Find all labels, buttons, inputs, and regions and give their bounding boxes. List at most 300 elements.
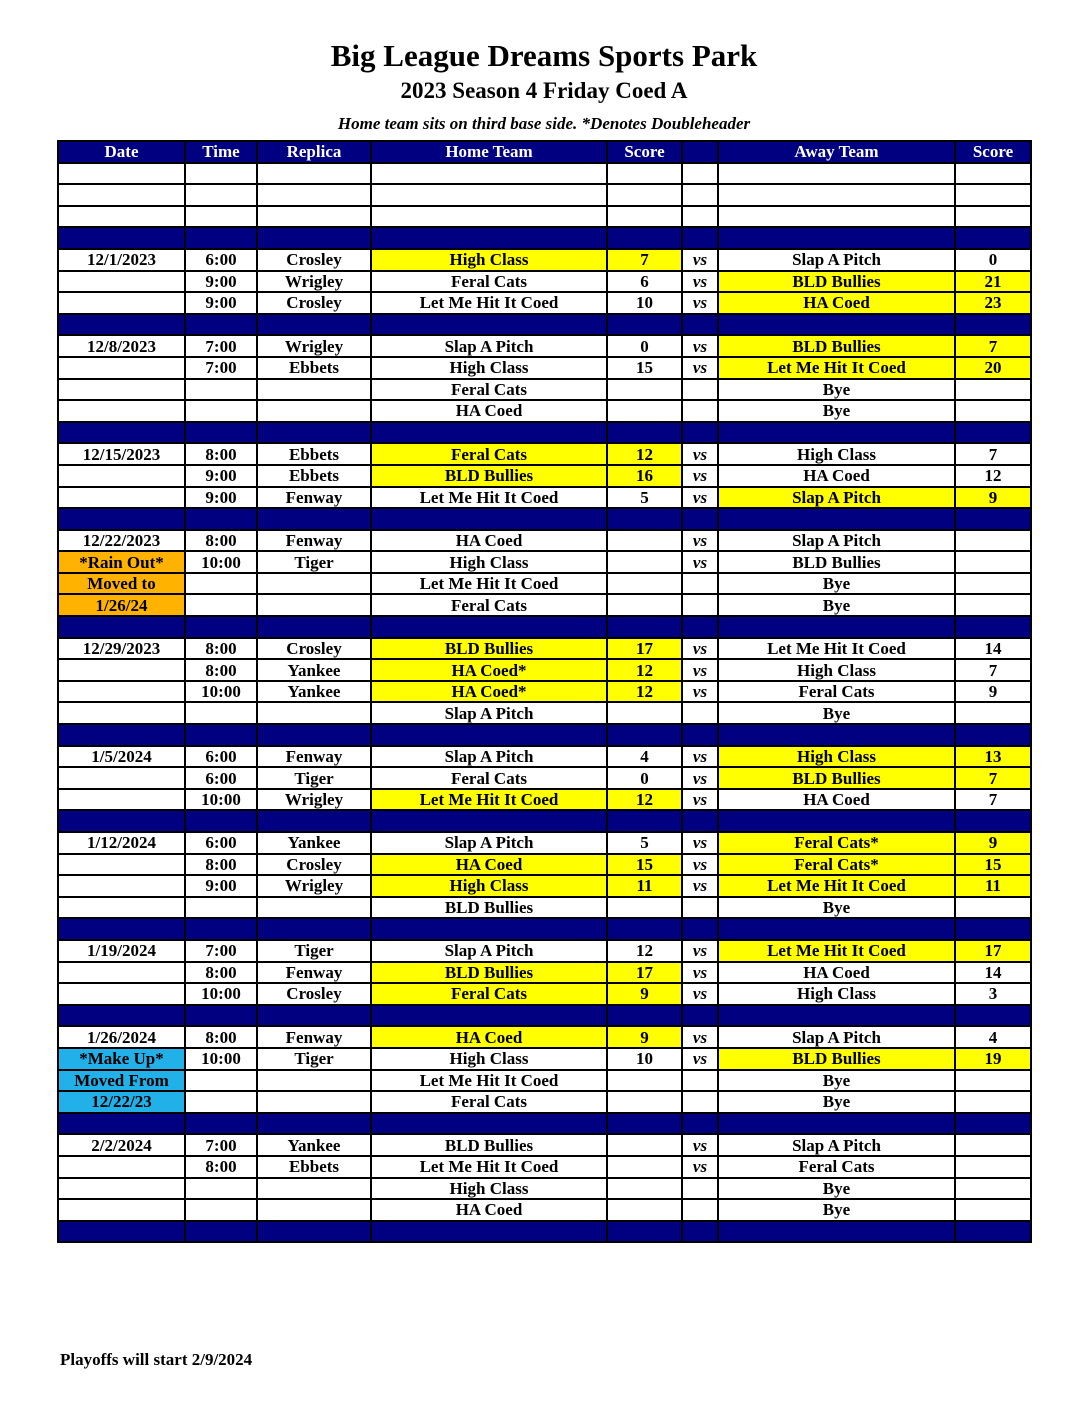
replica-cell: Crosley [257, 638, 371, 660]
time-cell [185, 379, 257, 401]
home-score-cell [607, 1091, 682, 1113]
away-team-cell: Bye [718, 379, 955, 401]
time-cell: 8:00 [185, 659, 257, 681]
replica-cell: Fenway [257, 962, 371, 984]
table-row [58, 832, 1031, 854]
separator-cell [955, 422, 1031, 444]
time-cell: 10:00 [185, 1048, 257, 1070]
date-cell: 12/1/2023 [58, 249, 185, 271]
vs-cell: vs [682, 1156, 718, 1178]
home-score-cell: 7 [607, 249, 682, 271]
separator-cell [185, 227, 257, 249]
home-score-cell [607, 897, 682, 919]
separator-cell [257, 227, 371, 249]
week-separator-row [58, 810, 1031, 832]
table-row [58, 1199, 1031, 1221]
date-cell [58, 702, 185, 724]
replica-cell: Fenway [257, 487, 371, 509]
time-cell: 8:00 [185, 854, 257, 876]
vs-cell [682, 163, 718, 185]
vs-cell [682, 702, 718, 724]
col-header-vs [682, 141, 718, 163]
table-row [58, 357, 1031, 379]
separator-cell [955, 227, 1031, 249]
away-score-cell: 9 [955, 681, 1031, 703]
home-team-cell: High Class [371, 1178, 607, 1200]
vs-cell [682, 1199, 718, 1221]
home-team-cell: HA Coed* [371, 659, 607, 681]
playoffs-note: Playoffs will start 2/9/2024 [60, 1350, 253, 1369]
replica-cell: Crosley [257, 854, 371, 876]
replica-cell [257, 702, 371, 724]
time-cell [185, 184, 257, 206]
replica-cell: Crosley [257, 983, 371, 1005]
home-team-cell: Let Me Hit It Coed [371, 487, 607, 509]
time-cell: 7:00 [185, 335, 257, 357]
page-title: Big League Dreams Sports Park [330, 38, 758, 73]
vs-cell: vs [682, 465, 718, 487]
separator-cell [185, 918, 257, 940]
away-team-cell: Bye [718, 1070, 955, 1092]
away-score-cell: 17 [955, 940, 1031, 962]
home-team-cell: Feral Cats [371, 983, 607, 1005]
table-header-row [58, 141, 1031, 163]
away-team-cell: High Class [718, 983, 955, 1005]
time-cell: 6:00 [185, 767, 257, 789]
table-row [58, 1134, 1031, 1156]
vs-cell [682, 1091, 718, 1113]
date-cell [58, 400, 185, 422]
vs-cell: vs [682, 551, 718, 573]
table-row [58, 854, 1031, 876]
date-cell: Moved From [58, 1070, 185, 1092]
separator-cell [58, 508, 185, 530]
away-team-cell: Let Me Hit It Coed [718, 638, 955, 660]
replica-cell: Wrigley [257, 789, 371, 811]
week-separator-row [58, 314, 1031, 336]
table-row [58, 530, 1031, 552]
away-score-cell [955, 1134, 1031, 1156]
separator-cell [185, 810, 257, 832]
col-header-replica: Replica [257, 141, 371, 163]
time-cell: 8:00 [185, 1156, 257, 1178]
away-team-cell: High Class [718, 443, 955, 465]
away-score-cell: 23 [955, 292, 1031, 314]
replica-cell [257, 1199, 371, 1221]
date-cell: 1/5/2024 [58, 746, 185, 768]
col-header-away-team: Away Team [718, 141, 955, 163]
date-cell: 12/22/23 [58, 1091, 185, 1113]
away-score-cell: 9 [955, 832, 1031, 854]
home-team-cell: BLD Bullies [371, 638, 607, 660]
separator-cell [955, 724, 1031, 746]
separator-cell [955, 918, 1031, 940]
replica-cell: Crosley [257, 249, 371, 271]
separator-cell [955, 1005, 1031, 1027]
separator-cell [371, 314, 607, 336]
home-team-cell: Feral Cats [371, 443, 607, 465]
separator-cell [185, 1005, 257, 1027]
away-score-cell [955, 400, 1031, 422]
away-score-cell: 7 [955, 659, 1031, 681]
home-team-cell: HA Coed [371, 400, 607, 422]
away-team-cell: Bye [718, 594, 955, 616]
time-cell: 10:00 [185, 681, 257, 703]
time-cell: 10:00 [185, 551, 257, 573]
separator-cell [682, 918, 718, 940]
away-score-cell [955, 1091, 1031, 1113]
home-team-cell: Let Me Hit It Coed [371, 292, 607, 314]
separator-cell [607, 422, 682, 444]
away-team-cell: BLD Bullies [718, 767, 955, 789]
away-team-cell: HA Coed [718, 465, 955, 487]
vs-cell: vs [682, 875, 718, 897]
separator-cell [257, 422, 371, 444]
away-team-cell: Bye [718, 400, 955, 422]
separator-cell [682, 1113, 718, 1135]
replica-cell: Tiger [257, 1048, 371, 1070]
vs-cell: vs [682, 767, 718, 789]
separator-cell [185, 1113, 257, 1135]
replica-cell: Yankee [257, 659, 371, 681]
week-separator-row [58, 918, 1031, 940]
vs-cell: vs [682, 335, 718, 357]
vs-cell [682, 206, 718, 228]
time-cell: 7:00 [185, 1134, 257, 1156]
date-cell: 12/15/2023 [58, 443, 185, 465]
vs-cell [682, 400, 718, 422]
away-score-cell: 3 [955, 983, 1031, 1005]
replica-cell: Tiger [257, 767, 371, 789]
replica-cell [257, 573, 371, 595]
away-team-cell: BLD Bullies [718, 271, 955, 293]
table-row [58, 1156, 1031, 1178]
away-team-cell [718, 206, 955, 228]
away-score-cell [955, 594, 1031, 616]
separator-cell [718, 616, 955, 638]
replica-cell: Ebbets [257, 1156, 371, 1178]
separator-cell [607, 1221, 682, 1243]
time-cell: 6:00 [185, 249, 257, 271]
time-cell: 9:00 [185, 292, 257, 314]
date-cell [58, 1156, 185, 1178]
away-score-cell [955, 379, 1031, 401]
replica-cell: Yankee [257, 681, 371, 703]
away-score-cell: 12 [955, 465, 1031, 487]
vs-cell: vs [682, 983, 718, 1005]
away-score-cell [955, 1156, 1031, 1178]
separator-cell [718, 422, 955, 444]
separator-cell [682, 227, 718, 249]
away-score-cell: 13 [955, 746, 1031, 768]
home-team-cell: BLD Bullies [371, 897, 607, 919]
away-team-cell: Feral Cats [718, 1156, 955, 1178]
home-team-cell: Feral Cats [371, 1091, 607, 1113]
time-cell: 9:00 [185, 271, 257, 293]
away-score-cell: 7 [955, 443, 1031, 465]
separator-cell [607, 1113, 682, 1135]
separator-cell [257, 508, 371, 530]
away-team-cell: High Class [718, 659, 955, 681]
home-score-cell: 12 [607, 681, 682, 703]
separator-cell [718, 508, 955, 530]
away-score-cell [955, 206, 1031, 228]
home-team-cell: HA Coed* [371, 681, 607, 703]
away-score-cell: 0 [955, 249, 1031, 271]
vs-cell [682, 573, 718, 595]
time-cell: 6:00 [185, 746, 257, 768]
time-cell: 9:00 [185, 875, 257, 897]
separator-cell [257, 1221, 371, 1243]
vs-cell: vs [682, 1026, 718, 1048]
away-score-cell: 19 [955, 1048, 1031, 1070]
home-team-cell: BLD Bullies [371, 962, 607, 984]
vs-cell: vs [682, 638, 718, 660]
time-cell: 6:00 [185, 832, 257, 854]
separator-cell [718, 1005, 955, 1027]
separator-cell [371, 918, 607, 940]
away-team-cell: Bye [718, 573, 955, 595]
date-cell [58, 357, 185, 379]
table-row [58, 573, 1031, 595]
blank-row [58, 206, 1031, 228]
date-cell: 1/12/2024 [58, 832, 185, 854]
separator-cell [257, 1113, 371, 1135]
separator-cell [371, 1221, 607, 1243]
replica-cell: Wrigley [257, 335, 371, 357]
home-score-cell [607, 530, 682, 552]
col-header-time: Time [185, 141, 257, 163]
home-score-cell: 11 [607, 875, 682, 897]
separator-cell [682, 508, 718, 530]
table-row [58, 875, 1031, 897]
away-team-cell: Bye [718, 1178, 955, 1200]
separator-cell [371, 508, 607, 530]
separator-cell [955, 616, 1031, 638]
separator-cell [682, 422, 718, 444]
table-row [58, 465, 1031, 487]
home-score-cell [607, 1178, 682, 1200]
separator-cell [58, 616, 185, 638]
away-team-cell: HA Coed [718, 962, 955, 984]
home-score-cell [607, 1199, 682, 1221]
home-score-cell [607, 551, 682, 573]
date-cell [58, 163, 185, 185]
table-row [58, 594, 1031, 616]
separator-cell [955, 508, 1031, 530]
home-score-cell: 12 [607, 789, 682, 811]
home-team-cell [371, 163, 607, 185]
home-score-cell [607, 184, 682, 206]
date-cell [58, 659, 185, 681]
time-cell [185, 1091, 257, 1113]
vs-cell: vs [682, 746, 718, 768]
separator-cell [955, 314, 1031, 336]
vs-cell: vs [682, 357, 718, 379]
col-header-date: Date [58, 141, 185, 163]
vs-cell [682, 1070, 718, 1092]
home-team-cell: High Class [371, 357, 607, 379]
table-row [58, 702, 1031, 724]
separator-cell [718, 314, 955, 336]
replica-cell: Fenway [257, 1026, 371, 1048]
separator-cell [185, 616, 257, 638]
time-cell [185, 1070, 257, 1092]
away-team-cell: HA Coed [718, 292, 955, 314]
time-cell: 8:00 [185, 530, 257, 552]
table-row [58, 681, 1031, 703]
separator-cell [955, 810, 1031, 832]
replica-cell: Ebbets [257, 357, 371, 379]
separator-cell [607, 508, 682, 530]
away-team-cell: Slap A Pitch [718, 1134, 955, 1156]
time-cell [185, 702, 257, 724]
separator-cell [607, 810, 682, 832]
date-cell [58, 681, 185, 703]
schedule-note: Home team sits on third base side. *Denotes Doubleheader [337, 114, 751, 133]
date-cell [58, 271, 185, 293]
replica-cell [257, 1091, 371, 1113]
separator-cell [607, 1005, 682, 1027]
away-score-cell [955, 1178, 1031, 1200]
time-cell [185, 1178, 257, 1200]
separator-cell [257, 724, 371, 746]
home-score-cell [607, 163, 682, 185]
home-score-cell [607, 400, 682, 422]
time-cell: 8:00 [185, 1026, 257, 1048]
week-separator-row [58, 508, 1031, 530]
home-team-cell: Let Me Hit It Coed [371, 789, 607, 811]
week-separator-row [58, 1005, 1031, 1027]
week-separator-row [58, 1113, 1031, 1135]
table-row [58, 271, 1031, 293]
time-cell [185, 897, 257, 919]
separator-cell [682, 724, 718, 746]
home-score-cell [607, 594, 682, 616]
away-score-cell [955, 897, 1031, 919]
separator-cell [58, 918, 185, 940]
separator-cell [371, 810, 607, 832]
home-team-cell: Slap A Pitch [371, 832, 607, 854]
replica-cell: Tiger [257, 940, 371, 962]
away-score-cell [955, 184, 1031, 206]
date-cell: 1/26/24 [58, 594, 185, 616]
home-team-cell: Let Me Hit It Coed [371, 573, 607, 595]
separator-cell [257, 918, 371, 940]
away-team-cell [718, 184, 955, 206]
home-team-cell: Slap A Pitch [371, 940, 607, 962]
date-cell [58, 789, 185, 811]
away-score-cell [955, 1199, 1031, 1221]
separator-cell [58, 810, 185, 832]
away-score-cell [955, 573, 1031, 595]
vs-cell: vs [682, 292, 718, 314]
away-team-cell: Feral Cats* [718, 854, 955, 876]
home-team-cell: Feral Cats [371, 271, 607, 293]
date-cell [58, 897, 185, 919]
date-cell: 2/2/2024 [58, 1134, 185, 1156]
date-cell [58, 487, 185, 509]
separator-cell [257, 1005, 371, 1027]
away-team-cell: Bye [718, 897, 955, 919]
home-team-cell: HA Coed [371, 1199, 607, 1221]
separator-cell [718, 1113, 955, 1135]
time-cell: 8:00 [185, 962, 257, 984]
replica-cell [257, 594, 371, 616]
home-score-cell: 12 [607, 940, 682, 962]
home-team-cell: HA Coed [371, 1026, 607, 1048]
separator-cell [58, 314, 185, 336]
home-score-cell: 10 [607, 1048, 682, 1070]
separator-cell [682, 1221, 718, 1243]
table-row [58, 746, 1031, 768]
home-score-cell: 10 [607, 292, 682, 314]
col-header-home-team: Home Team [371, 141, 607, 163]
away-team-cell: Bye [718, 1199, 955, 1221]
home-team-cell: High Class [371, 551, 607, 573]
table-row [58, 789, 1031, 811]
date-cell [58, 465, 185, 487]
separator-cell [185, 314, 257, 336]
time-cell [185, 206, 257, 228]
away-score-cell [955, 702, 1031, 724]
home-score-cell: 0 [607, 767, 682, 789]
table-row [58, 1070, 1031, 1092]
week-separator-row [58, 422, 1031, 444]
away-team-cell: BLD Bullies [718, 1048, 955, 1070]
away-team-cell: Let Me Hit It Coed [718, 940, 955, 962]
vs-cell: vs [682, 940, 718, 962]
away-team-cell: Let Me Hit It Coed [718, 357, 955, 379]
time-cell: 9:00 [185, 487, 257, 509]
away-score-cell: 11 [955, 875, 1031, 897]
time-cell: 10:00 [185, 983, 257, 1005]
home-team-cell: Slap A Pitch [371, 702, 607, 724]
home-score-cell: 15 [607, 854, 682, 876]
replica-cell: Ebbets [257, 465, 371, 487]
separator-cell [607, 724, 682, 746]
home-team-cell: High Class [371, 249, 607, 271]
vs-cell: vs [682, 832, 718, 854]
vs-cell: vs [682, 659, 718, 681]
home-team-cell: High Class [371, 1048, 607, 1070]
separator-cell [257, 810, 371, 832]
away-team-cell: Slap A Pitch [718, 249, 955, 271]
date-cell: 12/8/2023 [58, 335, 185, 357]
vs-cell [682, 897, 718, 919]
separator-cell [58, 1113, 185, 1135]
week-separator-row [58, 227, 1031, 249]
away-team-cell: BLD Bullies [718, 551, 955, 573]
time-cell: 10:00 [185, 789, 257, 811]
separator-cell [185, 1221, 257, 1243]
separator-cell [371, 227, 607, 249]
date-cell: 1/19/2024 [58, 940, 185, 962]
away-score-cell: 20 [955, 357, 1031, 379]
replica-cell [257, 163, 371, 185]
home-team-cell: Feral Cats [371, 767, 607, 789]
separator-cell [607, 918, 682, 940]
away-score-cell: 4 [955, 1026, 1031, 1048]
date-cell: 12/29/2023 [58, 638, 185, 660]
home-score-cell [607, 702, 682, 724]
separator-cell [58, 1221, 185, 1243]
date-cell [58, 379, 185, 401]
date-cell [58, 1199, 185, 1221]
vs-cell: vs [682, 249, 718, 271]
vs-cell [682, 379, 718, 401]
home-team-cell: BLD Bullies [371, 465, 607, 487]
